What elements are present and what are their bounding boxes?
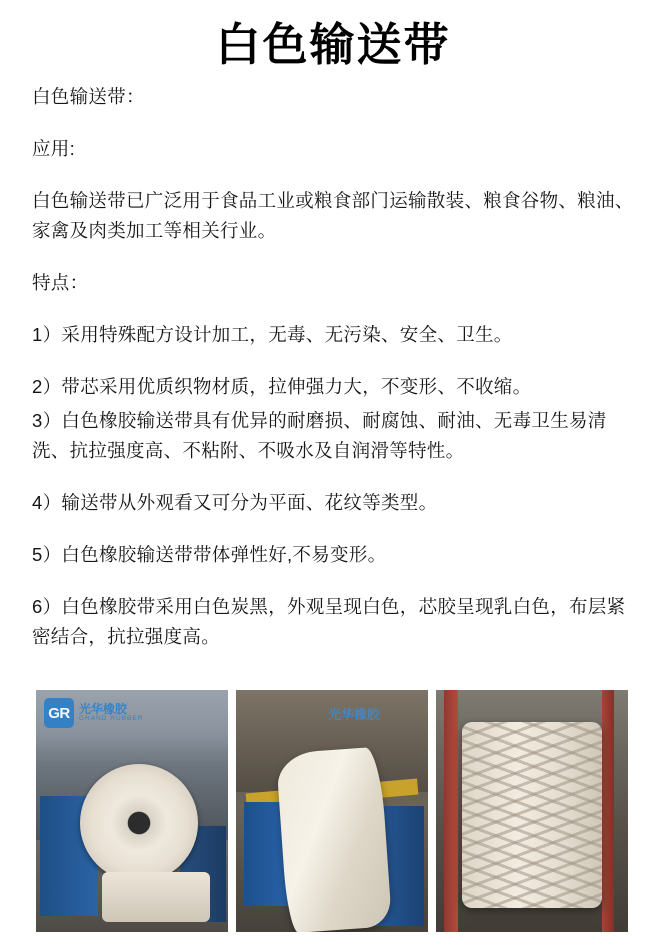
product-photo-belt-sheet — [236, 690, 428, 932]
paragraph-feature-1: 1）采用特殊配方设计加工，无毒、无污染、安全、卫生。 — [32, 323, 513, 345]
product-description-page — [0, 18, 666, 948]
paragraph-application-heading: 应用: — [32, 137, 76, 159]
product-photo-roll-on-machine — [36, 690, 228, 932]
paragraph-intro: 白色输送带： — [32, 86, 145, 107]
brand-watermark-text — [79, 703, 143, 722]
red-frame-left-decor — [444, 690, 458, 932]
paragraph-features-heading: 特点： — [32, 271, 89, 293]
paragraph-feature-6: 6）白色橡胶带采用白色炭黑，外观呈现白色，芯胶呈现乳白色，布层紧密结合，抗拉强度高。 — [32, 595, 626, 647]
white-belt-sheet-decor — [276, 747, 392, 932]
description-body — [0, 82, 666, 652]
red-frame-right-decor — [602, 690, 614, 932]
white-belt-roll-decor — [80, 764, 198, 882]
product-photo-gallery — [36, 690, 630, 932]
chevron-belt-roll-decor — [462, 722, 602, 908]
paragraph-feature-5: 5）白色橡胶输送带带体弹性好,不易变形。 — [32, 543, 387, 565]
page-title: 白色输送带 — [215, 19, 451, 70]
brand-name-cn: 光华橡胶 — [79, 702, 128, 717]
white-belt-stack-decor — [102, 872, 210, 922]
brand-watermark-secondary: 光华橡胶 — [328, 707, 381, 722]
paragraph-feature-3: 3）白色橡胶输送带具有优异的耐磨损、耐腐蚀、耐油、无毒卫生易清洗、抗拉强度高、不粘附、不吸水及自润滑等特性。 — [32, 409, 607, 461]
paragraph-feature-4: 4）输送带从外观看又可分为平面、花纹等类型。 — [32, 491, 438, 513]
brand-watermark — [44, 698, 143, 728]
paragraph-application-body: 白色输送带已广泛用于食品工业或粮食部门运输散装、粮食谷物、粮油、家禽及肉类加工等相关行业。 — [32, 189, 634, 241]
product-photo-chevron-belt — [436, 690, 628, 932]
brand-name-en: GRAND RUBBER — [79, 714, 144, 722]
paragraph-feature-2: 2）带芯采用优质织物材质，拉伸强力大，不变形、不收缩。 — [32, 375, 532, 397]
brand-logo-icon: GR — [44, 698, 74, 728]
